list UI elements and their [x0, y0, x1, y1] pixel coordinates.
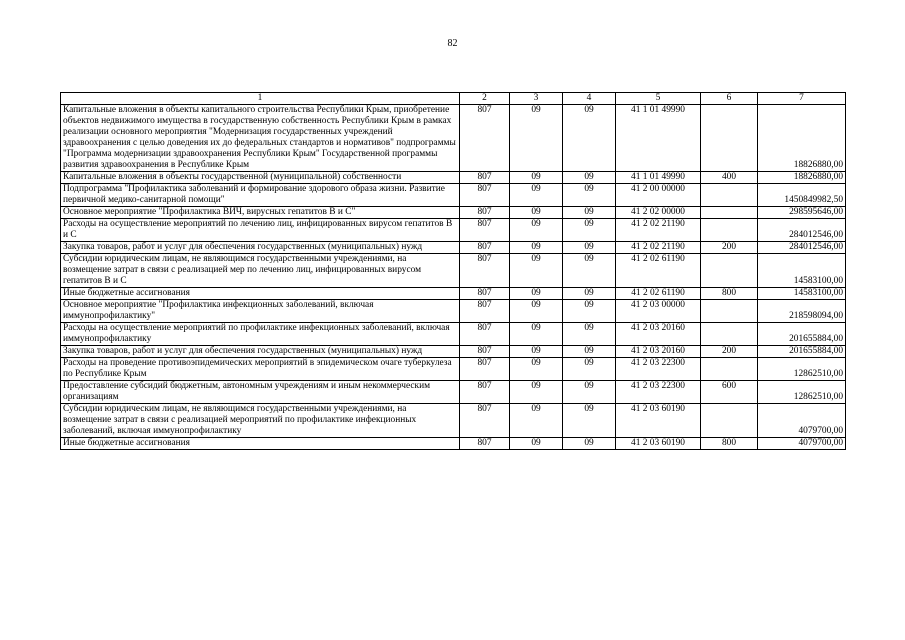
- table-row: [61, 184, 846, 207]
- ministry-code: 807: [460, 219, 510, 242]
- table-row: [61, 358, 846, 381]
- row-name: Основное мероприятие "Профилактика ВИЧ, вирусных гепатитов В и С": [61, 207, 460, 219]
- ministry-code: 807: [460, 300, 510, 323]
- col-header: 4: [563, 93, 616, 105]
- expense-type-code: 800: [701, 438, 758, 450]
- section-code: 09: [510, 105, 563, 172]
- ministry-code: 807: [460, 404, 510, 438]
- ministry-code: 807: [460, 288, 510, 300]
- ministry-code: 807: [460, 242, 510, 254]
- expense-type-code: 800: [701, 288, 758, 300]
- target-article-code: 41 2 03 20160: [616, 346, 701, 358]
- col-header: 6: [701, 93, 758, 105]
- table-row: [61, 172, 846, 184]
- expense-type-code: [701, 105, 758, 172]
- subsection-code: 09: [563, 323, 616, 346]
- target-article-code: 41 2 03 20160: [616, 323, 701, 346]
- subsection-code: 09: [563, 381, 616, 404]
- row-name: Закупка товаров, работ и услуг для обеспечения государственных (муниципальных) нужд: [61, 242, 460, 254]
- row-name: Закупка товаров, работ и услуг для обеспечения государственных (муниципальных) нужд: [61, 346, 460, 358]
- amount: 298595646,00: [758, 207, 846, 219]
- section-code: 09: [510, 381, 563, 404]
- row-name: Предоставление субсидий бюджетным, автономным учреждениям и иным некоммерческим организациям: [61, 381, 460, 404]
- expense-type-code: [701, 404, 758, 438]
- subsection-code: 09: [563, 300, 616, 323]
- row-name: Расходы на осуществление мероприятий по лечению лиц, инфицированных вирусом гепатитов В и С: [61, 219, 460, 242]
- section-code: 09: [510, 184, 563, 207]
- target-article-code: 41 2 02 00000: [616, 207, 701, 219]
- amount: 201655884,00: [758, 323, 846, 346]
- row-name: Субсидии юридическим лицам, не являющимся государственными учреждениями, на возмещение затрат в связи с реализацией мероприятий по профилактике инфекционных заболеваний, включая иммунопрофилактику: [61, 404, 460, 438]
- col-header: 2: [460, 93, 510, 105]
- subsection-code: 09: [563, 172, 616, 184]
- subsection-code: 09: [563, 242, 616, 254]
- subsection-code: 09: [563, 105, 616, 172]
- row-name: Подпрограмма "Профилактика заболеваний и формирование здорового образа жизни. Развитие первичной медико-санитарной помощи": [61, 184, 460, 207]
- table-row: [61, 323, 846, 346]
- col-header: 3: [510, 93, 563, 105]
- subsection-code: 09: [563, 207, 616, 219]
- target-article-code: 41 2 02 61190: [616, 254, 701, 288]
- section-code: 09: [510, 323, 563, 346]
- expense-type-code: [701, 254, 758, 288]
- ministry-code: 807: [460, 381, 510, 404]
- expense-type-code: 600: [701, 381, 758, 404]
- amount: 4079700,00: [758, 404, 846, 438]
- row-name: Иные бюджетные ассигнования: [61, 438, 460, 450]
- col-header: 5: [616, 93, 701, 105]
- ministry-code: 807: [460, 105, 510, 172]
- table-row: [61, 404, 846, 438]
- section-code: 09: [510, 288, 563, 300]
- amount: 18826880,00: [758, 105, 846, 172]
- target-article-code: 41 1 01 49990: [616, 105, 701, 172]
- amount: 284012546,00: [758, 242, 846, 254]
- section-code: 09: [510, 254, 563, 288]
- expense-type-code: [701, 207, 758, 219]
- table-row: [61, 381, 846, 404]
- ministry-code: 807: [460, 254, 510, 288]
- ministry-code: 807: [460, 438, 510, 450]
- section-code: 09: [510, 404, 563, 438]
- table-row: [61, 346, 846, 358]
- row-name: Расходы на проведение противоэпидемических мероприятий в эпидемическом очаге туберкулеза по Республике Крым: [61, 358, 460, 381]
- ministry-code: 807: [460, 323, 510, 346]
- table-row: [61, 300, 846, 323]
- amount: 12862510,00: [758, 358, 846, 381]
- amount: 14583100,00: [758, 288, 846, 300]
- amount: 201655884,00: [758, 346, 846, 358]
- amount: 12862510,00: [758, 381, 846, 404]
- subsection-code: 09: [563, 288, 616, 300]
- page-number: 82: [447, 38, 458, 49]
- section-code: 09: [510, 438, 563, 450]
- expense-type-code: 400: [701, 172, 758, 184]
- amount: 14583100,00: [758, 254, 846, 288]
- table-row: [61, 207, 846, 219]
- subsection-code: 09: [563, 346, 616, 358]
- target-article-code: 41 2 03 22300: [616, 358, 701, 381]
- subsection-code: 09: [563, 358, 616, 381]
- row-name: Субсидии юридическим лицам, не являющимся государственными учреждениями, на возмещение затрат в связи с реализацией мер по лечению лиц, инфицированных вирусом гепатитов В и С: [61, 254, 460, 288]
- ministry-code: 807: [460, 207, 510, 219]
- section-code: 09: [510, 358, 563, 381]
- table-row: [61, 288, 846, 300]
- table-row: [61, 254, 846, 288]
- target-article-code: 41 2 03 00000: [616, 300, 701, 323]
- section-code: 09: [510, 300, 563, 323]
- budget-table: [60, 92, 846, 450]
- ministry-code: 807: [460, 358, 510, 381]
- expense-type-code: [701, 323, 758, 346]
- subsection-code: 09: [563, 404, 616, 438]
- section-code: 09: [510, 207, 563, 219]
- header-row: [61, 93, 846, 105]
- target-article-code: 41 2 00 00000: [616, 184, 701, 207]
- expense-type-code: [701, 300, 758, 323]
- table-row: [61, 242, 846, 254]
- expense-type-code: [701, 219, 758, 242]
- target-article-code: 41 2 03 22300: [616, 381, 701, 404]
- target-article-code: 41 2 03 60190: [616, 438, 701, 450]
- expense-type-code: [701, 184, 758, 207]
- amount: 218598094,00: [758, 300, 846, 323]
- col-header: 1: [61, 93, 460, 105]
- expense-type-code: [701, 358, 758, 381]
- table-row: [61, 219, 846, 242]
- expense-type-code: 200: [701, 346, 758, 358]
- amount: 4079700,00: [758, 438, 846, 450]
- target-article-code: 41 2 02 21190: [616, 219, 701, 242]
- amount: 18826880,00: [758, 172, 846, 184]
- subsection-code: 09: [563, 184, 616, 207]
- table-row: [61, 105, 846, 172]
- ministry-code: 807: [460, 184, 510, 207]
- row-name: Расходы на осуществление мероприятий по профилактике инфекционных заболеваний, включая иммунопрофилактику: [61, 323, 460, 346]
- row-name: Иные бюджетные ассигнования: [61, 288, 460, 300]
- target-article-code: 41 2 02 61190: [616, 288, 701, 300]
- subsection-code: 09: [563, 254, 616, 288]
- section-code: 09: [510, 172, 563, 184]
- ministry-code: 807: [460, 346, 510, 358]
- target-article-code: 41 2 03 60190: [616, 404, 701, 438]
- section-code: 09: [510, 219, 563, 242]
- table-row: [61, 438, 846, 450]
- target-article-code: 41 1 01 49990: [616, 172, 701, 184]
- row-name: Основное мероприятие "Профилактика инфекционных заболеваний, включая иммунопрофилактику": [61, 300, 460, 323]
- subsection-code: 09: [563, 438, 616, 450]
- target-article-code: 41 2 02 21190: [616, 242, 701, 254]
- amount: 1450849982,50: [758, 184, 846, 207]
- col-header: 7: [758, 93, 846, 105]
- subsection-code: 09: [563, 219, 616, 242]
- row-name: Капитальные вложения в объекты государственной (муниципальной) собственности: [61, 172, 460, 184]
- amount: 284012546,00: [758, 219, 846, 242]
- section-code: 09: [510, 346, 563, 358]
- row-name: Капитальные вложения в объекты капитального строительства Республики Крым, приобретение объектов недвижимого имущества в государственную собственность Республики Крым в рамках реализации основного мероприятия "Модернизация государственных учреждений здравоохранения с целью доведения их до федеральных стандартов и нормативов" подпрограммы "Программа модернизации здравоохранения Республики Крым" Государственной программы развития здравоохранения в Республике Крым: [61, 105, 460, 172]
- section-code: 09: [510, 242, 563, 254]
- expense-type-code: 200: [701, 242, 758, 254]
- ministry-code: 807: [460, 172, 510, 184]
